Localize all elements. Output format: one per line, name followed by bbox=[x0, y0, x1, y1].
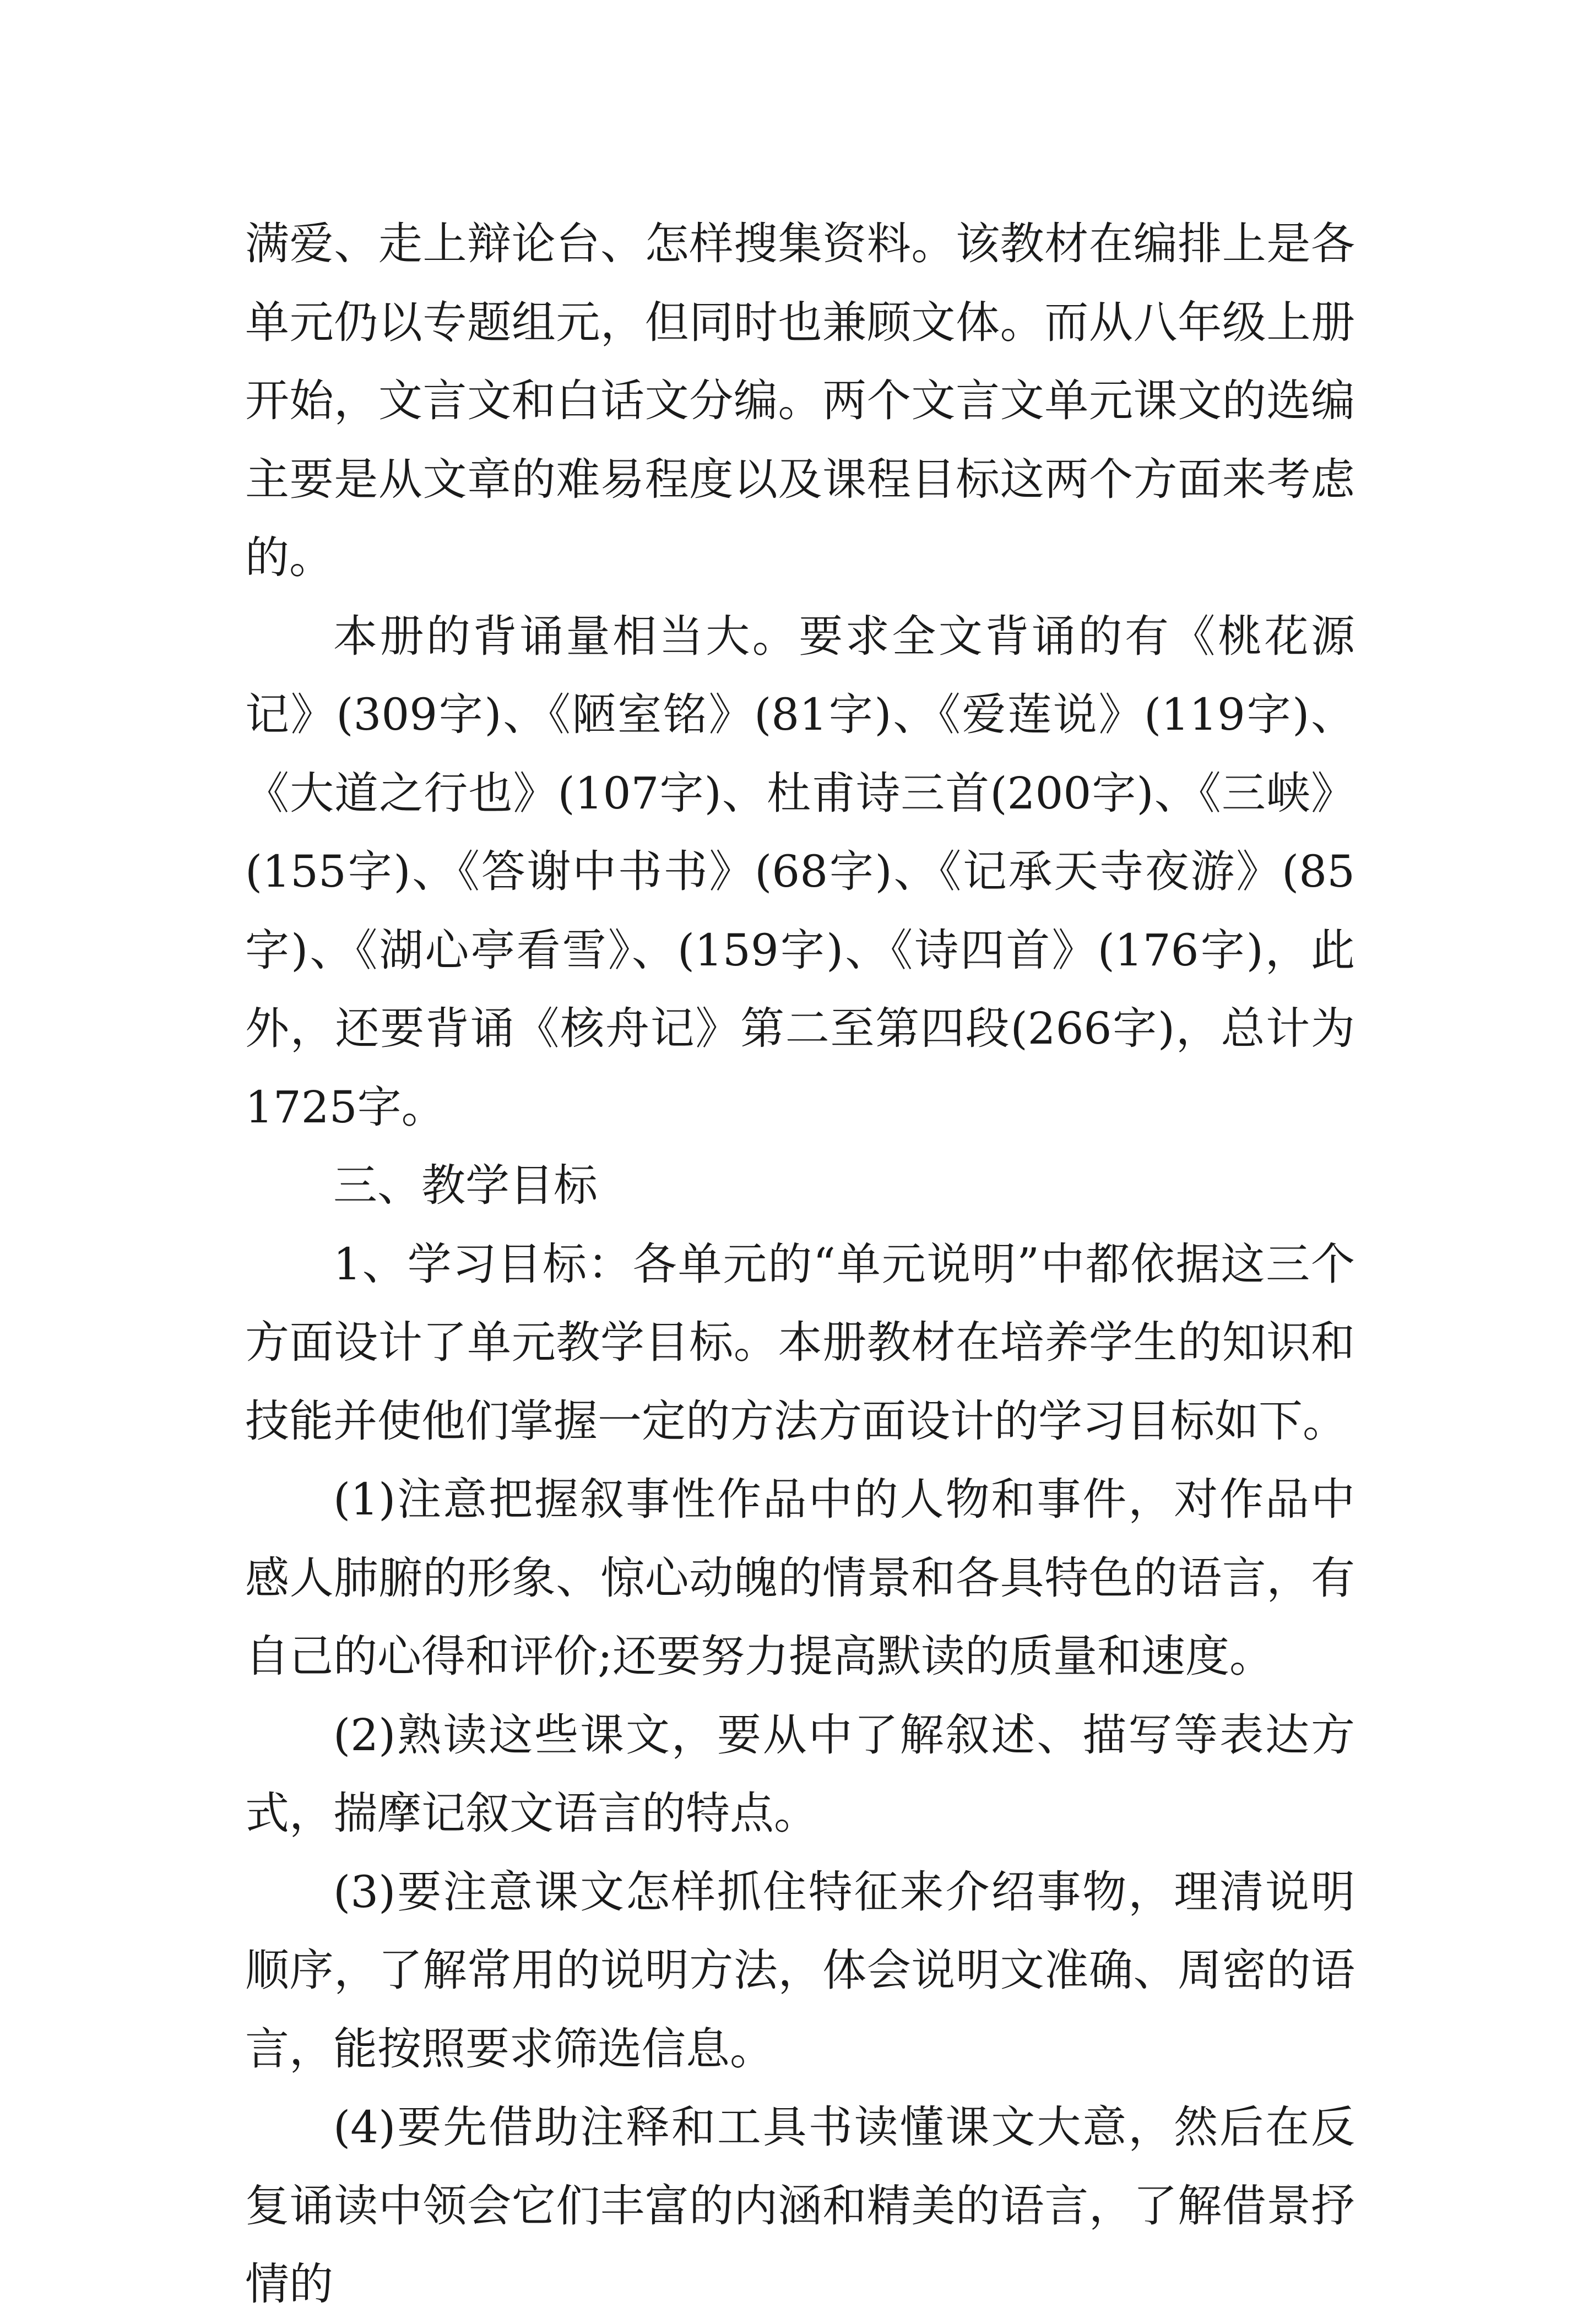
paragraph-learning-goals: 1、学习目标：各单元的“单元说明”中都依据这三个方面设计了单元教学目标。本册教材在培养学生的知识和技能并使他们掌握一定的方法方面设计的学习目标如下。 bbox=[245, 1238, 1355, 1447]
paragraph-recitation-amount: 本册的背诵量相当大。要求全文背诵的有《桃花源记》(309字)、《陋室铭》(81字)、《爱莲说》(119字)、《大道之行也》(107字)、杜甫诗三首(200字)、《三峡》(155字)、《答谢中书书》(68字)、《记承天寺夜游》(85字)、《湖心亭看雪》、(159字)、《诗四首》(176字)，此外，还要背诵《核舟记》第二至第四段(266字)，总计为1725字。 bbox=[245, 610, 1355, 1133]
body-text bbox=[245, 205, 1355, 2324]
goal-item-2: (2)熟读这些课文，要从中了解叙述、描写等表达方式，揣摩记叙文语言的特点。 bbox=[245, 1709, 1355, 1839]
paragraph-textbook-arrangement: 满爱、走上辩论台、怎样搜集资料。该教材在编排上是各单元仍以专题组元，但同时也兼顾文体。而从八年级上册开始，文言文和白话文分编。两个文言文单元课文的选编主要是从文章的难易程度以及课程目标这两个方面来考虑的。 bbox=[245, 218, 1355, 583]
section-heading-teaching-goals: 三、教学目标 bbox=[333, 1160, 598, 1211]
goal-item-4: (4)要先借助注释和工具书读懂课文大意，然后在反复诵读中领会它们丰富的内涵和精美的语言，了解借景抒情的 bbox=[245, 2102, 1355, 2310]
goal-item-1: (1)注意把握叙事性作品中的人物和事件，对作品中感人肺腑的形象、惊心动魄的情景和各具特色的语言，有自己的心得和评价;还要努力提高默读的质量和速度。 bbox=[245, 1474, 1355, 1682]
goal-item-3: (3)要注意课文怎样抓住特征来介绍事物，理清说明顺序，了解常用的说明方法，体会说明文准确、周密的语言，能按照要求筛选信息。 bbox=[245, 1866, 1355, 2075]
